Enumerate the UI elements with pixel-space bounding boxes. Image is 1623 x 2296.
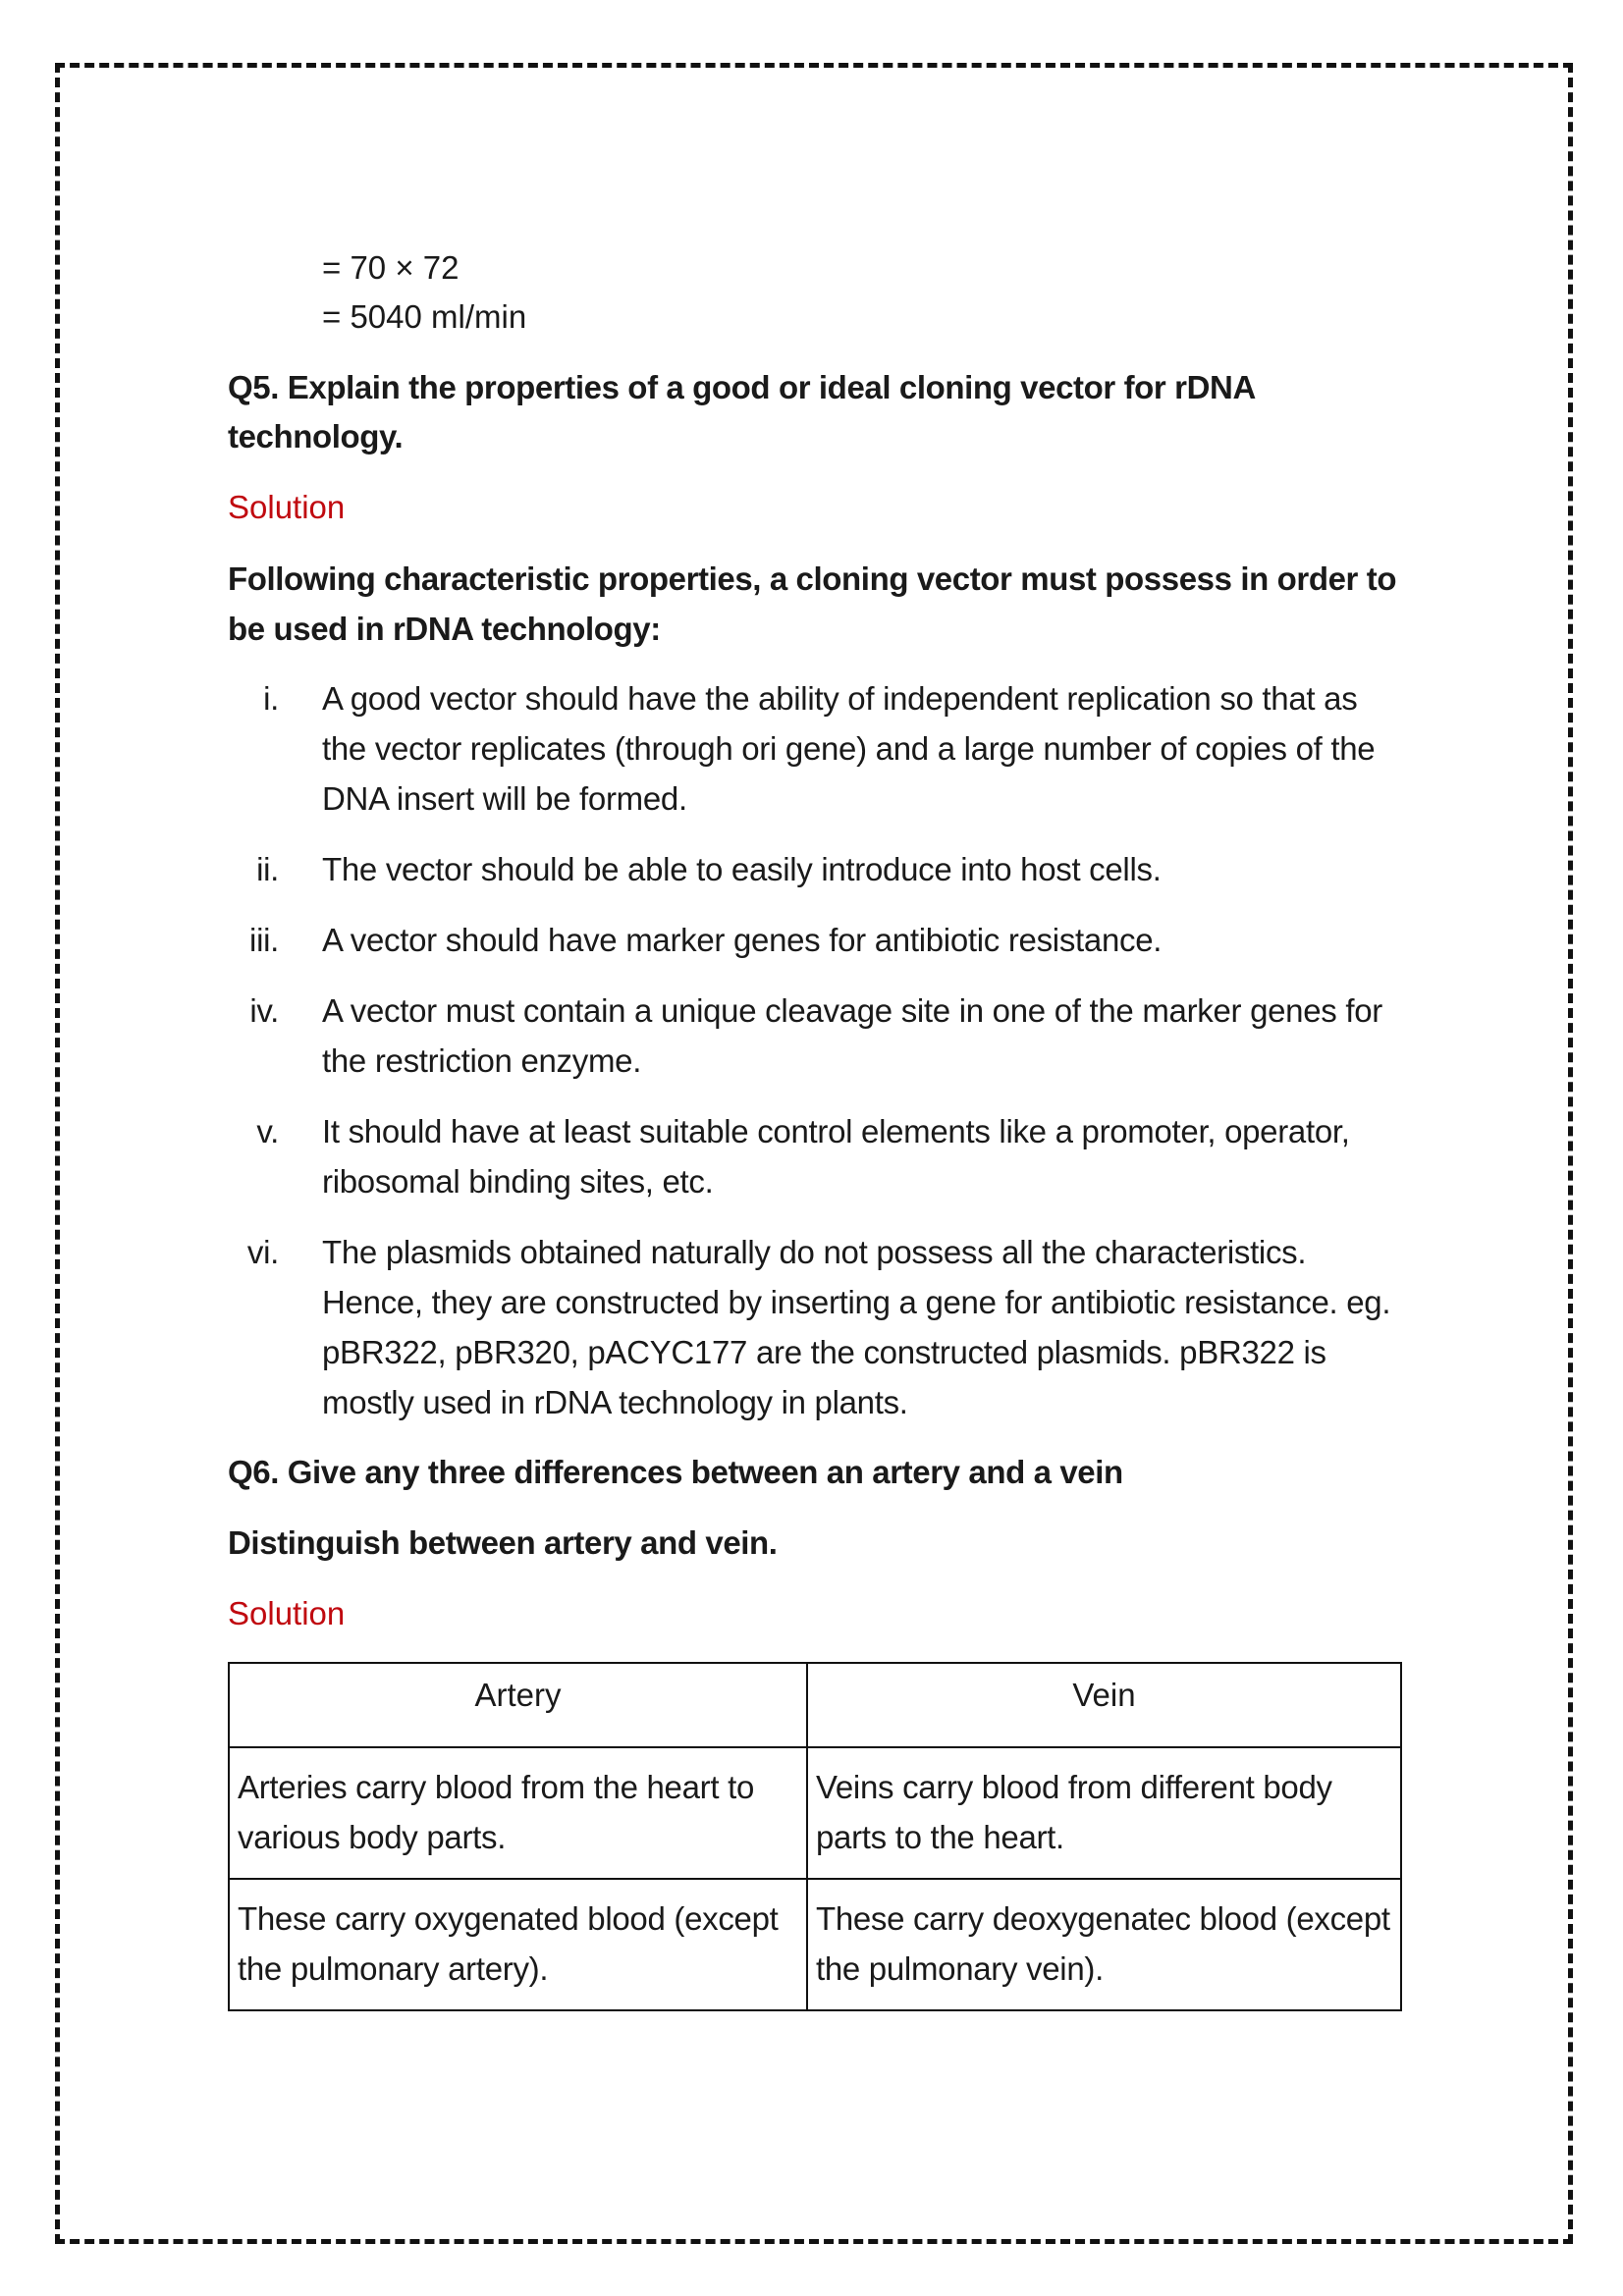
- q6-solution-label: Solution: [228, 1595, 346, 1631]
- list-item: [228, 986, 1406, 1086]
- list-item: [228, 915, 1406, 965]
- table-row: [229, 1747, 1401, 1879]
- table-cell: These carry deoxygenatec blood (except the pulmonary vein).: [807, 1879, 1401, 2010]
- q5-question: Q5. Explain the properties of a good or ideal cloning vector for rDNA technology.: [228, 369, 1255, 454]
- table-cell: These carry oxygenated blood (except the pulmonary artery).: [229, 1879, 807, 2010]
- list-item-number: ii.: [256, 851, 279, 887]
- list-item-text: A vector should have marker genes for antibiotic resistance.: [322, 922, 1163, 958]
- list-item: [228, 1106, 1406, 1206]
- artery-vein-table: [228, 1662, 1402, 2011]
- list-item: [228, 1227, 1406, 1427]
- q6-question: Q6. Give any three differences between an artery and a vein: [228, 1454, 1123, 1490]
- calculation-line-1: = 70 × 72: [322, 249, 460, 286]
- list-item-text: It should have at least suitable control elements like a promoter, operator, ribosomal binding sites, etc.: [322, 1113, 1350, 1200]
- table-row: [229, 1879, 1401, 2010]
- table-cell: Veins carry blood from different body parts to the heart.: [807, 1747, 1401, 1879]
- q5-properties-list: [228, 673, 1406, 1427]
- q5-solution-label: Solution: [228, 489, 346, 525]
- table-header-row: [229, 1663, 1401, 1747]
- list-item-text: A vector must contain a unique cleavage site in one of the marker genes for the restriction enzyme.: [322, 992, 1382, 1079]
- list-item-number: v.: [256, 1113, 279, 1149]
- page-content: [228, 243, 1406, 2011]
- list-item-number: iii.: [249, 922, 279, 958]
- calculation-line-2: = 5040 ml/min: [322, 298, 527, 335]
- q5-intro: Following characteristic properties, a cloning vector must possess in order to be used in rDNA technology:: [228, 561, 1397, 647]
- list-item: [228, 673, 1406, 824]
- table-header-artery: Artery: [229, 1663, 807, 1747]
- q6-subquestion: Distinguish between artery and vein.: [228, 1524, 778, 1561]
- list-item-number: vi.: [246, 1234, 279, 1270]
- list-item-number: iv.: [249, 992, 279, 1029]
- list-item-text: A good vector should have the ability of independent replication so that as the vector replicates (through ori gene) and a large number of copies of the DNA insert will be formed.: [322, 680, 1376, 817]
- list-item-text: The vector should be able to easily introduce into host cells.: [322, 851, 1162, 887]
- list-item-number: i.: [263, 680, 279, 717]
- table-cell: Arteries carry blood from the heart to various body parts.: [229, 1747, 807, 1879]
- list-item-text: The plasmids obtained naturally do not possess all the characteristics. Hence, they are constructed by inserting a gene for antibiotic resistance. eg. pBR322, pBR320, pACYC177 are the constructed plasmids. pBR322 is mostly used in rDNA technology in plants.: [322, 1234, 1391, 1420]
- list-item: [228, 844, 1406, 894]
- table-header-vein: Vein: [807, 1663, 1401, 1747]
